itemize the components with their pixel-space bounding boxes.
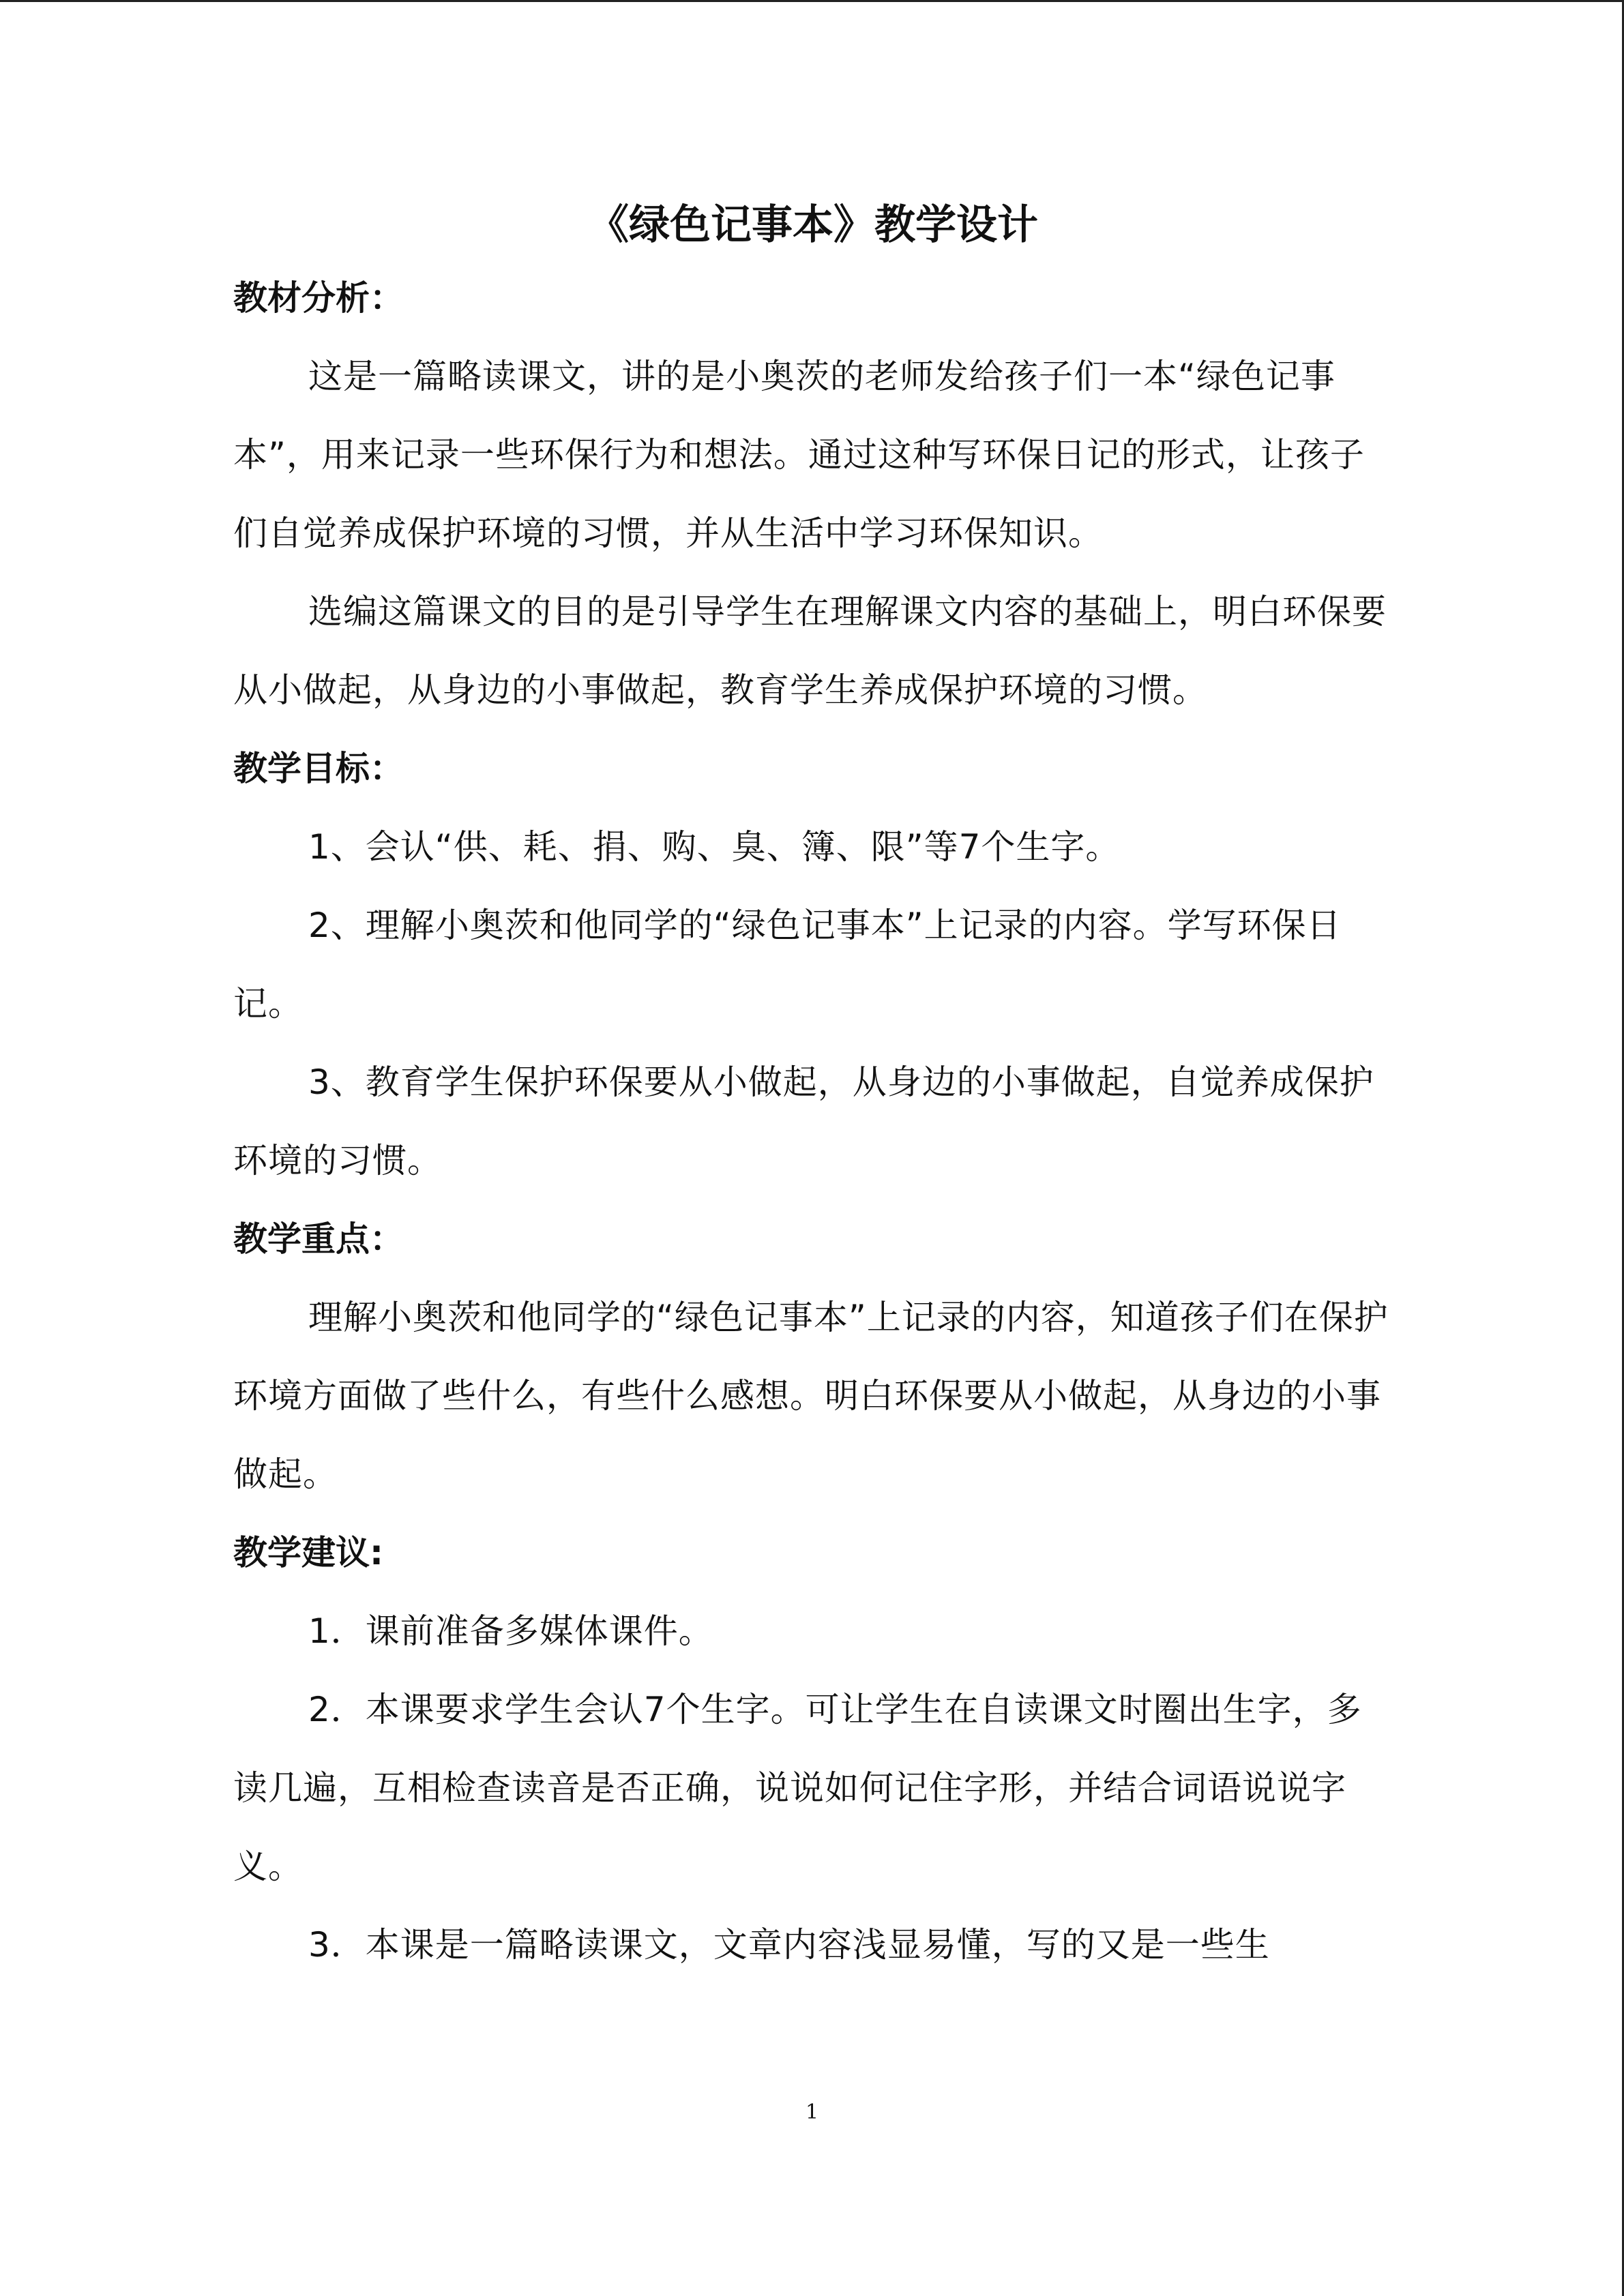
section-heading: 教学建议: — [233, 1533, 383, 1572]
paragraph: 这是一篇略读课文，讲的是小奥茨的老师发给孩子们一本“绿色记事本”，用来记录一些环保行为和想法。通过这种写环保日记的形式，让孩子们自觉养成保护环境的习惯，并从生活中学习环保知识。 — [233, 357, 1365, 553]
section-teaching-focus — [233, 1200, 1393, 1514]
section-textbook-analysis — [233, 259, 1393, 730]
document-body — [233, 191, 1393, 1984]
paragraph: 3．本课是一篇略读课文，文章内容浅显易懂，写的又是一些生 — [308, 1925, 1270, 1965]
paragraph: 2．本课要求学生会认7个生字。可让学生在自读课文时圈出生字，多读几遍，互相检查读音是否正确，说说如何记住字形，并结合词语说说字义。 — [233, 1690, 1362, 1886]
paragraph: 1、会认“供、耗、捐、购、臭、簿、限”等7个生字。 — [308, 827, 1121, 867]
paragraph: 1．课前准备多媒体课件。 — [308, 1611, 713, 1651]
paragraph: 3、教育学生保护环保要从小做起，从身边的小事做起，自觉养成保护环境的习惯。 — [233, 1062, 1374, 1180]
paragraph: 选编这篇课文的目的是引导学生在理解课文内容的基础上，明白环保要从小做起，从身边的小事做起，教育学生养成保护环境的习惯。 — [233, 592, 1387, 710]
section-teaching-suggestions — [233, 1514, 1393, 1984]
page-border-top — [0, 0, 1624, 2]
section-heading: 教学目标： — [233, 749, 404, 788]
section-heading: 教学重点： — [233, 1219, 404, 1259]
paragraph: 理解小奥茨和他同学的“绿色记事本”上记录的内容，知道孩子们在保护环境方面做了些什么，有些什么感想。明白环保要从小做起，从身边的小事做起。 — [233, 1298, 1389, 1494]
page-number: 1 — [805, 2100, 819, 2124]
document-title: 《绿色记事本》教学设计 — [588, 201, 1038, 249]
section-teaching-goals — [233, 730, 1393, 1200]
section-heading: 教材分析： — [233, 278, 404, 318]
paragraph: 2、理解小奥茨和他同学的“绿色记事本”上记录的内容。学写环保日记。 — [233, 906, 1342, 1024]
